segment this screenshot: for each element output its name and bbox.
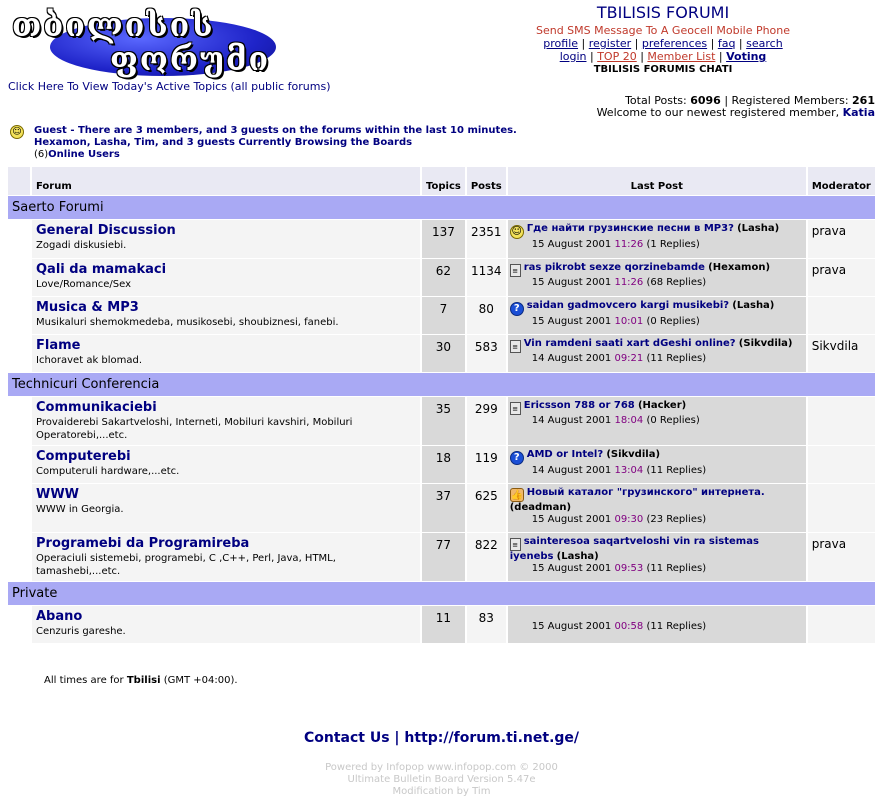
forum-row [8, 335, 875, 372]
moderator-name[interactable]: Sikvdila [808, 335, 875, 372]
question-icon: ? [510, 451, 524, 465]
last-post-replies: (11 Replies) [646, 353, 707, 364]
last-post-date: 14 August 2001 [531, 415, 612, 426]
last-post-author: (Lasha) [556, 551, 599, 562]
forum-description: Zogadi diskusiebi. [36, 240, 127, 251]
times-prefix: All times are for [44, 675, 124, 686]
logo-line-2: ფორუმი [110, 40, 271, 78]
header-panel [520, 3, 806, 75]
forum-name-link[interactable]: Programebi da Programireba [36, 536, 250, 551]
doc-icon: ≡ [510, 538, 521, 551]
row-spacer [8, 335, 30, 372]
total-posts-label: Total Posts: [625, 94, 687, 107]
forum-description: Operaciuli sistemebi, programebi, C ,C++, Perl, Java, HTML, tamashebi,...etc. [36, 553, 336, 577]
last-post-replies: (1 Replies) [646, 239, 700, 250]
col-topics: Topics [422, 167, 465, 195]
last-post-date: 14 August 2001 [531, 465, 612, 476]
last-post-author: (Hexamon) [708, 262, 771, 273]
timezone-name: Tbilisi [126, 675, 161, 686]
site-title: TBILISIS FORUMI [596, 3, 730, 22]
online-summary: Guest - There are 3 members, and 3 guests on the forums within the last 10 minutes. [34, 125, 517, 136]
last-post-time: 11:26 [614, 277, 644, 288]
last-post-cell [508, 297, 806, 334]
last-post-link[interactable]: Ericsson 788 or 768 [523, 400, 635, 411]
last-post-link[interactable]: Новый каталог "грузинского" интернета. [526, 487, 765, 498]
forum-name-link[interactable]: Computerebi [36, 449, 131, 464]
moderator-name[interactable] [808, 484, 875, 532]
sms-link[interactable]: Send SMS Message To A Geocell Mobile Phone [535, 24, 791, 37]
last-post-time: 11:26 [614, 239, 644, 250]
site-logo[interactable] [10, 6, 276, 76]
topics-count: 37 [422, 484, 465, 532]
nav-voting[interactable]: Voting [726, 50, 767, 63]
last-post-link[interactable]: ras pikrobt sexze qorzinebamde [523, 262, 705, 273]
site-url-link[interactable]: http://forum.ti.net.ge/ [404, 730, 580, 746]
col-last-post: Last Post [508, 167, 806, 195]
last-post-date: 15 August 2001 [531, 239, 612, 250]
doc-icon: ≡ [510, 402, 521, 415]
online-users-link[interactable]: Online Users [48, 149, 120, 160]
col-forum: Forum [32, 167, 420, 195]
last-post-replies: (0 Replies) [646, 415, 700, 426]
last-post-time: 09:21 [614, 353, 644, 364]
last-post-replies: (11 Replies) [646, 621, 707, 632]
last-post-author: (Sikvdila) [606, 449, 661, 460]
posts-count: 83 [467, 606, 506, 643]
moderator-name[interactable]: prava [808, 220, 875, 258]
last-post-cell [508, 397, 806, 445]
nav-faq[interactable]: faq [717, 37, 736, 50]
last-post-cell [508, 259, 806, 296]
last-post-date: 15 August 2001 [531, 563, 612, 574]
topics-count: 11 [422, 606, 465, 643]
online-count: (6) [34, 149, 49, 160]
moderator-name[interactable] [808, 446, 875, 483]
forum-name-link[interactable]: General Discussion [36, 223, 176, 238]
forum-row [8, 297, 875, 334]
row-spacer [8, 220, 30, 258]
last-post-replies: (0 Replies) [646, 316, 700, 327]
forum-cell [32, 606, 420, 643]
nav-profile[interactable]: profile [543, 37, 579, 50]
row-spacer [8, 533, 30, 581]
last-post-link[interactable]: sainteresoa saqartveloshi vin ra sistemas iyenebs [509, 536, 759, 562]
last-post-cell [508, 220, 806, 258]
last-post-replies: (11 Replies) [646, 563, 707, 574]
row-spacer [8, 397, 30, 445]
moderator-name[interactable]: prava [808, 259, 875, 296]
forum-row [8, 397, 875, 445]
row-spacer [8, 446, 30, 483]
last-post-time: 13:04 [614, 465, 644, 476]
last-post-cell [508, 533, 806, 581]
forum-description: Love/Romance/Sex [36, 279, 132, 290]
topics-count: 137 [422, 220, 465, 258]
powered-line-2: Ultimate Bulletin Board Version 5.47e [347, 774, 536, 785]
last-post-date: 15 August 2001 [531, 514, 612, 525]
forum-description: Ichoravet ak blomad. [36, 355, 143, 366]
welcome-text: Welcome to our newest registered member, [596, 106, 840, 119]
forum-row [8, 484, 875, 532]
forum-cell [32, 446, 420, 483]
forum-name-link[interactable]: Communikaciebi [36, 400, 157, 415]
nav-login[interactable]: login [559, 50, 587, 63]
category-header[interactable]: Technicuri Conferencia [8, 373, 875, 396]
row-spacer [8, 259, 30, 296]
forum-cell [32, 484, 420, 532]
forum-name-link[interactable]: Qali da mamakaci [36, 262, 167, 277]
last-post-time: 09:30 [614, 514, 644, 525]
forum-cell [32, 259, 420, 296]
registered-value: 261 [852, 94, 875, 107]
topics-count: 18 [422, 446, 465, 483]
row-spacer [8, 297, 30, 334]
last-post-time: 00:58 [614, 621, 644, 632]
posts-count: 119 [467, 446, 506, 483]
forum-name-link[interactable]: Abano [36, 609, 83, 624]
last-post-author: (Lasha) [737, 223, 780, 234]
topics-count: 77 [422, 533, 465, 581]
chat-link[interactable]: TBILISIS FORUMIS CHATI [593, 64, 733, 75]
last-post-date: 14 August 2001 [531, 353, 612, 364]
last-post-date: 15 August 2001 [531, 316, 612, 327]
topics-count: 62 [422, 259, 465, 296]
moderator-name[interactable]: prava [808, 533, 875, 581]
forum-description: Musikaluri shemokmedeba, musikosebi, shoubiznesi, fanebi. [36, 317, 339, 328]
moderator-name[interactable] [808, 297, 875, 334]
forum-description: WWW in Georgia. [36, 504, 124, 515]
forum-cell [32, 297, 420, 334]
browsing-users: Hexamon, Lasha, Tim, and 3 guests Currently Browsing the Boards [34, 137, 413, 148]
topics-count: 35 [422, 397, 465, 445]
last-post-replies: (68 Replies) [646, 277, 707, 288]
doc-icon: ≡ [510, 340, 521, 353]
forum-cell [32, 335, 420, 372]
forum-description: Cenzuris gareshe. [36, 626, 126, 637]
nav-row-1: profile | register | preferences | faq | search [543, 37, 783, 50]
contact-us-link[interactable]: Contact Us [303, 730, 390, 746]
last-post-author: (Hacker) [637, 400, 687, 411]
thumb-icon: 👍 [510, 490, 524, 501]
posts-count: 822 [467, 533, 506, 581]
nav-preferences[interactable]: preferences [641, 37, 708, 50]
last-post-cell [508, 484, 806, 532]
powered-line-3: Modification by Tim [392, 786, 491, 797]
last-post-date: 15 August 2001 [531, 621, 612, 632]
nav-top20[interactable]: TOP 20 [597, 50, 637, 63]
nav-search[interactable]: search [746, 37, 783, 50]
forum-name-link[interactable]: Musica & MP3 [36, 300, 139, 315]
category-header[interactable]: Saerto Forumi [8, 196, 875, 219]
gmt-offset: (GMT +04:00). [163, 675, 238, 686]
registered-label: Registered Members: [731, 94, 849, 107]
forum-cell [32, 533, 420, 581]
smiley-icon: ☺ [511, 226, 522, 237]
nav-row-2: login | TOP 20 | Member List | Voting [559, 50, 767, 63]
contact-separator: | [394, 730, 400, 746]
smiley-icon: ☺ [10, 125, 24, 139]
header-spacer [8, 167, 30, 195]
last-post-cell [508, 606, 806, 643]
active-topics-link[interactable]: Click Here To View Today's Active Topics (all public forums) [8, 80, 331, 93]
moderator-name[interactable] [808, 606, 875, 643]
last-post-author: (Sikvdila) [738, 338, 793, 349]
topics-count: 30 [422, 335, 465, 372]
forum-name-link[interactable]: Flame [36, 338, 81, 353]
last-post-link[interactable]: Vin ramdeni saati xart dGeshi online? [523, 338, 736, 349]
forum-row [8, 259, 875, 296]
nav-register[interactable]: register [588, 37, 632, 50]
last-post-date: 15 August 2001 [531, 277, 612, 288]
contact-row [0, 730, 883, 746]
moderator-name[interactable] [808, 397, 875, 445]
powered-line-1: Powered by Infopop www.infopop.com © 2000 [325, 762, 558, 773]
posts-count: 625 [467, 484, 506, 532]
row-spacer [8, 484, 30, 532]
last-post-link[interactable]: saidan gadmovcero kargi musikebi? [526, 300, 730, 311]
category-header[interactable]: Private [8, 582, 875, 605]
forum-cell [32, 397, 420, 445]
doc-icon: ≡ [510, 264, 521, 277]
forum-name-link[interactable]: WWW [36, 487, 80, 502]
logo-line-1: თბილისის [12, 6, 215, 44]
board-stats: Total Posts: 6096 | Registered Members: 261 Welcome to our newest registered member, Katia [596, 94, 875, 119]
last-post-author: (deadman) [509, 502, 572, 513]
last-post-replies: (11 Replies) [646, 465, 707, 476]
last-post-link[interactable]: Где найти грузинские песни в MP3? [526, 223, 734, 234]
last-post-cell [508, 446, 806, 483]
forum-description: Provaiderebi Sakartveloshi, Interneti, Mobiluri kavshiri, Mobiluri Operatorebi,...etc. [36, 417, 353, 441]
posts-count: 1134 [467, 259, 506, 296]
forum-row [8, 606, 875, 643]
nav-member-list[interactable]: Member List [647, 50, 716, 63]
forum-table [6, 166, 877, 644]
last-post-time: 18:04 [614, 415, 644, 426]
posts-count: 2351 [467, 220, 506, 258]
posts-count: 583 [467, 335, 506, 372]
last-post-time: 09:53 [614, 563, 644, 574]
forum-row [8, 446, 875, 483]
forum-row [8, 533, 875, 581]
last-post-cell [508, 335, 806, 372]
topics-count: 7 [422, 297, 465, 334]
col-moderator: Moderator [808, 167, 875, 195]
col-posts: Posts [467, 167, 506, 195]
posts-count: 299 [467, 397, 506, 445]
last-post-link[interactable]: AMD or Intel? [526, 449, 604, 460]
forum-row [8, 220, 875, 258]
powered-by [0, 762, 883, 798]
posts-count: 80 [467, 297, 506, 334]
newest-member-link[interactable]: Katia [842, 106, 875, 119]
total-posts-value: 6096 [690, 94, 721, 107]
last-post-time: 10:01 [614, 316, 644, 327]
row-spacer [8, 606, 30, 643]
forum-description: Computeruli hardware,...etc. [36, 466, 180, 477]
last-post-replies: (23 Replies) [646, 514, 707, 525]
last-post-author: (Lasha) [732, 300, 775, 311]
question-icon: ? [510, 302, 524, 316]
forum-cell [32, 220, 420, 258]
timezone-note [44, 675, 238, 686]
